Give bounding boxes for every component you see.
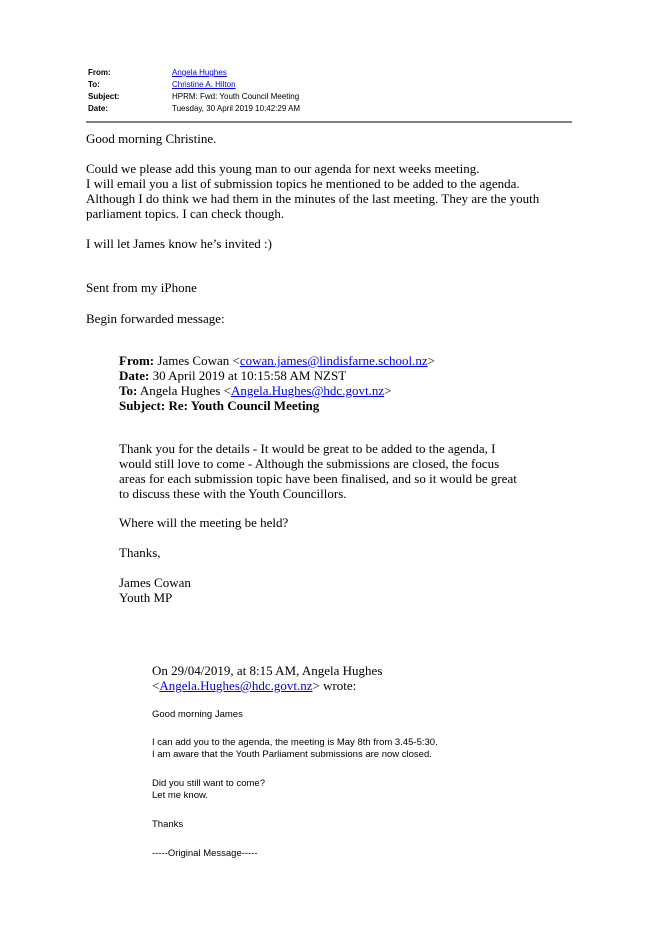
body-para1-line2: I will email you a list of submission topics he mentioned to be added to the agenda. — [86, 176, 520, 191]
fwd-to-line — [119, 383, 391, 398]
body-para1-line3: Although I do think we had them in the minutes of the last meeting. They are the youth — [86, 191, 540, 206]
fwd-from-label: From: — [119, 353, 155, 368]
fwd-from-name: James Cowan < — [157, 353, 240, 368]
header-divider — [86, 121, 572, 123]
quoted-line1: I can add you to the agenda, the meeting is May 8th from 3.45-5:30. — [152, 737, 438, 748]
body-greeting: Good morning Christine. — [86, 131, 217, 146]
quoted-greeting: Good morning James — [152, 709, 243, 720]
header-subject-value: HPRM: Fwd: Youth Council Meeting — [172, 92, 300, 101]
fwd-from-email-link[interactable]: cowan.james@lindisfarne.school.nz — [239, 353, 428, 368]
body-sent-from: Sent from my iPhone — [86, 280, 197, 295]
quoted-on-line: On 29/04/2019, at 8:15 AM, Angela Hughes — [152, 663, 383, 678]
header-from-value[interactable]: Angela Hughes — [172, 68, 227, 77]
fwd-to-email-link[interactable]: Angela.Hughes@hdc.govt.nz — [230, 383, 385, 398]
quoted-email-link[interactable]: Angela.Hughes@hdc.govt.nz — [159, 678, 313, 693]
body-para1-line1: Could we please add this young man to our agenda for next weeks meeting. — [86, 161, 480, 176]
fwd-from-close: > — [427, 353, 435, 368]
body-para2: I will let James know he’s invited :) — [86, 236, 272, 251]
fwd-subject-label: Subject: — [119, 398, 166, 413]
fwd-to-label: To: — [119, 383, 138, 398]
fwd-to-close: > — [384, 383, 392, 398]
fwd-date-value: 30 April 2019 at 10:15:58 AM NZST — [152, 368, 347, 383]
fwd-date-line — [119, 368, 346, 383]
header-from-label: From: — [88, 68, 111, 77]
quoted-wrote: > wrote: — [312, 678, 357, 693]
fwd-from-line — [119, 353, 435, 368]
fwd-para1-line3: areas for each submission topic have been finalised, and so it would be great — [119, 471, 517, 486]
fwd-signature-title: Youth MP — [119, 590, 173, 605]
fwd-thanks: Thanks, — [119, 545, 161, 560]
fwd-para2: Where will the meeting be held? — [119, 515, 289, 530]
fwd-date-label: Date: — [119, 368, 150, 383]
fwd-para1-line2: would still love to come - Although the submissions are closed, the focus — [119, 456, 500, 471]
body-para1-line4: parliament topics. I can check though. — [86, 206, 285, 221]
quoted-line2: I am aware that the Youth Parliament submissions are now closed. — [152, 749, 432, 760]
fwd-para1-line1: Thank you for the details - It would be great to be added to the agenda, I — [119, 441, 496, 456]
quoted-thanks: Thanks — [152, 819, 184, 830]
fwd-subject-value: Re: Youth Council Meeting — [168, 398, 320, 413]
quoted-wrote-line — [152, 678, 356, 693]
body-begin-forwarded: Begin forwarded message: — [86, 311, 225, 326]
fwd-subject-line — [119, 398, 319, 413]
header-subject-label: Subject: — [88, 92, 120, 101]
header-to-value[interactable]: Christine A. Hilton — [172, 80, 236, 89]
fwd-signature-name: James Cowan — [119, 575, 191, 590]
quoted-line4: Let me know. — [152, 790, 208, 801]
quoted-line3: Did you still want to come? — [152, 778, 265, 789]
header-to-label: To: — [88, 80, 100, 89]
quoted-original-message: -----Original Message----- — [152, 848, 258, 859]
header-date-label: Date: — [88, 104, 109, 113]
quoted-lt: < — [152, 678, 160, 693]
header-date-value: Tuesday, 30 April 2019 10:42:29 AM — [172, 104, 301, 113]
fwd-para1-line4: to discuss these with the Youth Councillors. — [119, 486, 347, 501]
fwd-to-name: Angela Hughes < — [139, 383, 231, 398]
